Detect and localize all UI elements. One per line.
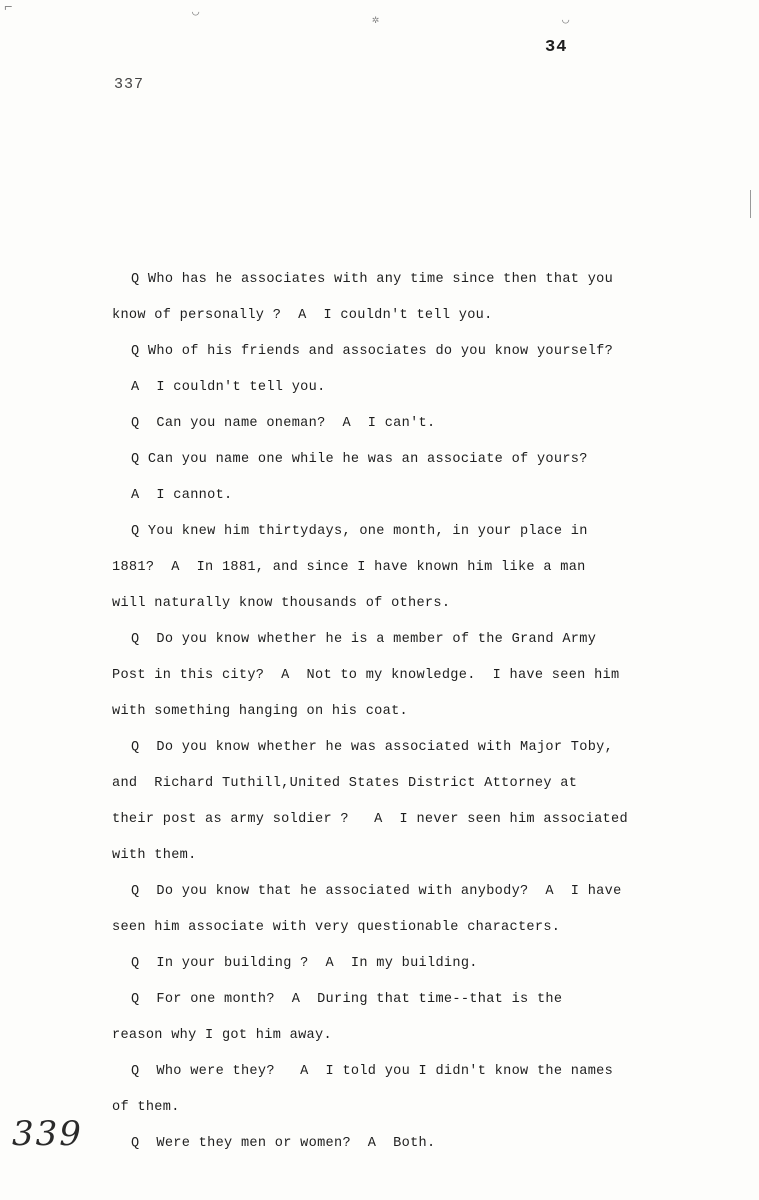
transcript-line: Q Can you name oneman? A I can't.	[131, 416, 436, 431]
transcript-line: Q Who has he associates with any time since then that you	[131, 272, 614, 287]
transcript-line: Q Do you know whether he is a member of the Grand Army	[131, 632, 597, 647]
transcript-line: Q Do you know that he associated with anybody? A I have	[131, 884, 622, 899]
handwritten-page-number: 339	[12, 1114, 83, 1154]
transcript-line: Q Who were they? A I told you I didn't know the names	[131, 1064, 614, 1079]
paper-blemish: ✲	[372, 13, 380, 27]
transcript-line: of them.	[112, 1100, 180, 1115]
transcript-line: reason why I got him away.	[112, 1028, 332, 1043]
margin-tick	[750, 190, 751, 218]
transcript-line: Q In your building ? A In my building.	[131, 956, 478, 971]
transcript-line: know of personally ? A I couldn't tell you.	[112, 308, 493, 323]
transcript-line: with them.	[112, 848, 197, 863]
transcript-body	[112, 262, 712, 1162]
transcript-line: their post as army soldier ? A I never seen him associated	[112, 812, 628, 827]
transcript-line: 1881? A In 1881, and since I have known him like a man	[112, 560, 586, 575]
paper-blemish: ◡	[192, 5, 200, 19]
transcript-line: A I couldn't tell you.	[131, 380, 326, 395]
transcript-line: seen him associate with very questionable characters.	[112, 920, 561, 935]
original-page-number: 337	[114, 76, 145, 93]
transcript-line: Q Do you know whether he was associated with Major Toby,	[131, 740, 614, 755]
page-number: 34	[545, 38, 568, 57]
transcript-line: Q Who of his friends and associates do you know yourself?	[131, 344, 614, 359]
transcript-line: and Richard Tuthill,United States District Attorney at	[112, 776, 578, 791]
transcript-line: will naturally know thousands of others.	[112, 596, 451, 611]
paper-blemish: ◡	[562, 13, 570, 27]
binding-mark: ⌐	[4, 0, 13, 16]
transcript-line: Post in this city? A Not to my knowledge. I have seen him	[112, 668, 620, 683]
transcript-line: A I cannot.	[131, 488, 233, 503]
transcript-line: with something hanging on his coat.	[112, 704, 409, 719]
transcript-line: Q For one month? A During that time--that is the	[131, 992, 563, 1007]
transcript-line: Q You knew him thirtydays, one month, in your place in	[131, 524, 588, 539]
transcript-line: Q Can you name one while he was an associate of yours?	[131, 452, 588, 467]
transcript-line: Q Were they men or women? A Both.	[131, 1136, 436, 1151]
